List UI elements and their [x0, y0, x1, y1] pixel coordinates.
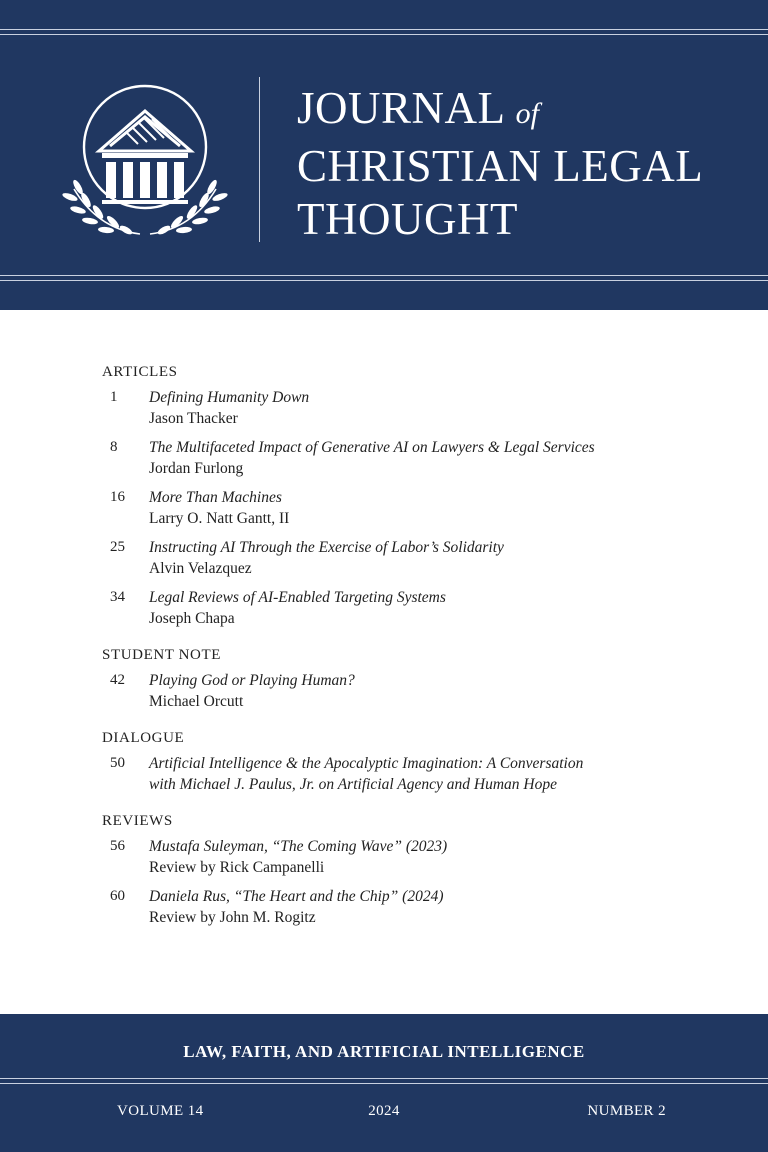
entry-author: Review by John M. Rogitz [149, 909, 316, 926]
section-reviews [102, 813, 702, 928]
toc-entry[interactable] [102, 753, 702, 795]
entry-author: Review by Rick Campanelli [149, 859, 325, 876]
entry-title: The Multifaceted Impact of Generative AI on Lawyers & Legal Services [149, 439, 595, 456]
entry-title: Instructing AI Through the Exercise of Labor’s Solidarity [149, 539, 504, 556]
entry-author: Larry O. Natt Gantt, II [149, 510, 290, 527]
title-journal: JOURNAL [297, 83, 504, 133]
page-number: 60 [110, 888, 125, 904]
entry-author: Jason Thacker [149, 410, 238, 427]
entry-title: Playing God or Playing Human? [149, 672, 355, 689]
page-number: 8 [110, 439, 118, 455]
entry-author: Joseph Chapa [149, 610, 235, 627]
masthead [0, 0, 768, 310]
footer-band [0, 1014, 768, 1152]
issue-theme: LAW, FAITH, AND ARTIFICIAL INTELLIGENCE [183, 1042, 585, 1061]
entry-title: Defining Humanity Down [149, 389, 310, 406]
title-of: of [515, 97, 539, 130]
entry-author: Jordan Furlong [149, 460, 244, 477]
title-christian-legal: CHRISTIAN LEGAL [297, 141, 704, 191]
footer-rule-2 [0, 1083, 768, 1084]
entry-title: Artificial Intelligence & the Apocalyptic Imagination: A Conversation [149, 755, 584, 772]
table-of-contents [102, 364, 702, 946]
toc-entry[interactable] [102, 537, 702, 579]
toc-entry[interactable] [102, 587, 702, 629]
entry-title: Legal Reviews of AI-Enabled Targeting Systems [149, 589, 446, 606]
entry-title-continued: with Michael J. Paulus, Jr. on Artificial Agency and Human Hope [149, 776, 557, 793]
section-heading: STUDENT NOTE [102, 647, 221, 663]
masthead-rule-bottom-1 [0, 275, 768, 276]
section-heading: REVIEWS [102, 813, 173, 829]
section-articles [102, 364, 702, 629]
page-number: 56 [110, 838, 125, 854]
volume-label: VOLUME 14 [117, 1103, 204, 1119]
toc-entry[interactable] [102, 886, 702, 928]
entry-author: Michael Orcutt [149, 693, 244, 710]
page-number: 16 [110, 489, 125, 505]
section-dialogue [102, 730, 702, 795]
toc-entry[interactable] [102, 387, 702, 429]
masthead-rule-bottom-2 [0, 280, 768, 281]
masthead-rule-top-2 [0, 34, 768, 35]
masthead-rule-top-1 [0, 29, 768, 30]
toc-entry[interactable] [102, 670, 702, 712]
entry-title: More Than Machines [149, 489, 282, 506]
page-number: 50 [110, 755, 125, 771]
entry-author: Alvin Velazquez [149, 560, 252, 577]
section-student-note [102, 647, 702, 712]
section-heading: ARTICLES [102, 364, 178, 380]
year-label: 2024 [368, 1103, 400, 1119]
toc-entry[interactable] [102, 437, 702, 479]
page-number: 25 [110, 539, 125, 555]
page-number: 34 [110, 589, 125, 605]
entry-title: Mustafa Suleyman, “The Coming Wave” (2023) [149, 838, 448, 855]
masthead-divider [259, 77, 260, 242]
journal-title [297, 82, 703, 246]
page-number: 1 [110, 389, 118, 405]
number-label: NUMBER 2 [587, 1103, 666, 1119]
entry-title: Daniela Rus, “The Heart and the Chip” (2024) [149, 888, 444, 905]
temple-laurel-icon [58, 84, 232, 240]
page-number: 42 [110, 672, 125, 688]
footer-rule-1 [0, 1078, 768, 1079]
toc-entry[interactable] [102, 487, 702, 529]
title-thought: THOUGHT [297, 194, 518, 244]
toc-entry[interactable] [102, 836, 702, 878]
section-heading: DIALOGUE [102, 730, 185, 746]
